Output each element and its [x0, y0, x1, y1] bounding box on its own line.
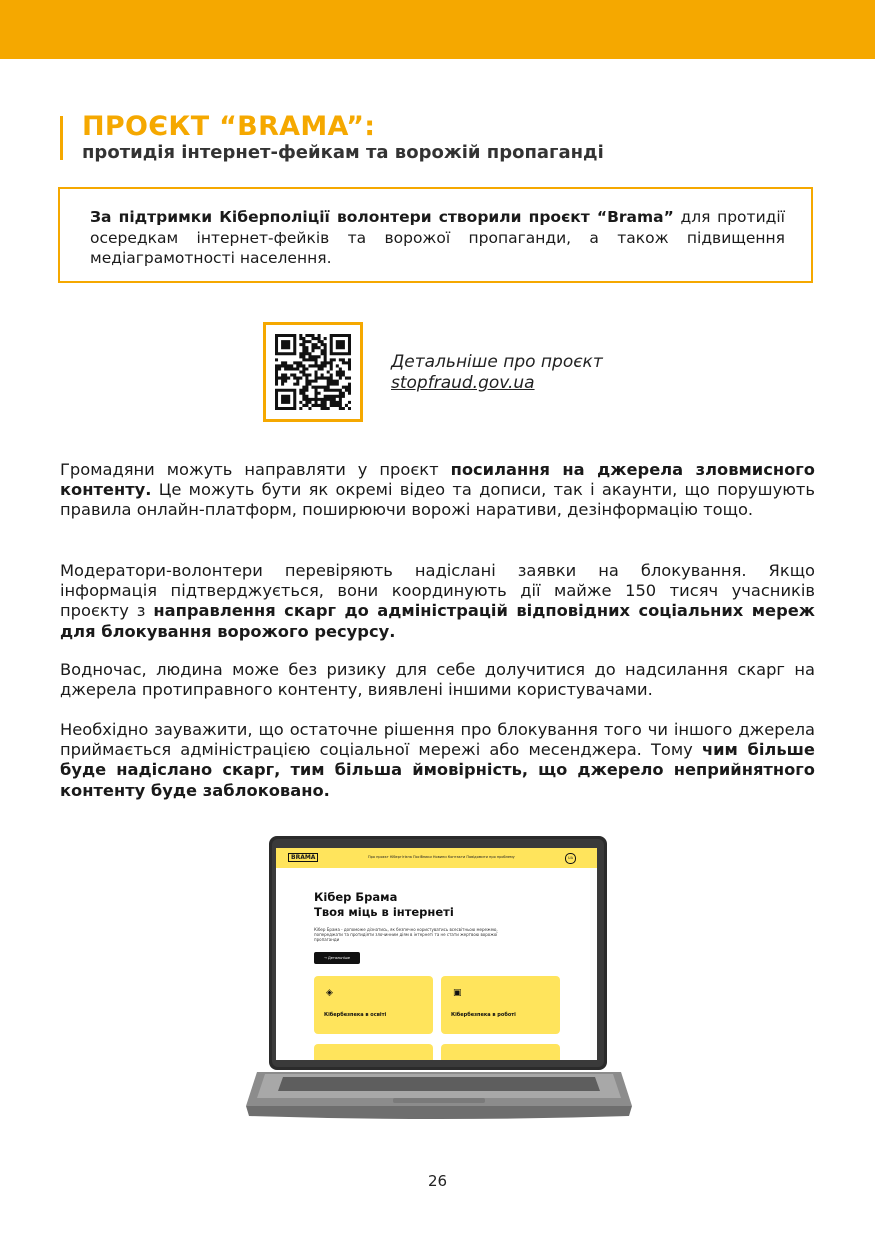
qr-code[interactable] — [263, 322, 363, 422]
briefcase-icon: ▣ — [453, 988, 462, 998]
p2-bold: направлення скарг до адміністрацій відповідних соціальних мереж для блокування ворожого ресурсу. — [60, 601, 815, 641]
paragraph-3: Водночас, людина може без ризику для себе долучитися до надсилання скарг на джерела протиправного контенту, виявлені іншими користувачами. — [60, 660, 815, 700]
p1-bold: посилання на джерела зловмисного контенту. — [60, 460, 815, 500]
laptop-screen — [276, 848, 597, 1060]
callout-text — [90, 207, 785, 269]
paragraph-4 — [60, 720, 815, 801]
screen-menu: Про проєкт Кібергігієна Посібники Новини Контакти Повідомити про проблему — [368, 855, 515, 859]
screen-heading-line-1: Кібер Брама — [314, 890, 398, 904]
page-title: ПРОЄКТ “BRAMA”: — [82, 111, 376, 142]
project-link[interactable]: stopfraud.gov.ua — [391, 373, 535, 393]
intro-callout — [58, 187, 813, 283]
screen-lang-badge: UA — [565, 853, 576, 864]
p2-text-a: Модератори-волонтери перевіряють надіслані заявки на блокування. Якщо інформація підтверджується, вони координують дії майже 150 тисяч учасників проєкту з — [60, 561, 815, 621]
screen-card-work-label: Кібербезпека в роботі — [451, 1012, 516, 1018]
screen-card-education — [314, 976, 433, 1034]
top-accent-bar — [0, 0, 875, 59]
page-number: 26 — [427, 1172, 448, 1190]
callout-rest: для протидії осередкам інтернет-фейків та ворожої пропаганди, а також підвищення медіаграмотності населення. — [90, 208, 785, 267]
qr-code-image — [275, 334, 351, 410]
paragraph-1 — [60, 460, 815, 521]
screen-heading — [314, 890, 454, 920]
screen-heading-line-2: Твоя міць в інтернеті — [314, 905, 454, 919]
screen-card-education-label: Кібербезпека в освіті — [324, 1012, 387, 1018]
screen-description: Кібер Брама - допоможе дізнатись, як безпечно користуватись всесвітньою мережею, попереджати та протидіяти злочинним діям в інтернеті та не стати жертвою ворожої пропаганди — [314, 927, 498, 943]
page-subtitle: протидія інтернет-фейкам та ворожій пропаганді — [82, 142, 604, 163]
screen-card-4 — [441, 1044, 560, 1060]
screen-logo: BRAMA — [288, 853, 318, 862]
screen-details-button: → Детальніше — [314, 952, 360, 964]
screen-card-3 — [314, 1044, 433, 1060]
p4-text-a: Необхідно зауважити, що остаточне рішення про блокування того чи іншого джерела приймається адміністрацією соціальної мережі або месенджера. Тому — [60, 720, 815, 760]
p1-text-a: Громадяни можуть направляти у проєкт — [60, 460, 451, 479]
title-accent-rule — [60, 116, 63, 160]
screen-navbar — [276, 848, 597, 868]
screen-card-work — [441, 976, 560, 1034]
paragraph-2 — [60, 561, 815, 642]
callout-bold: За підтримки Кіберполіції волонтери створили проєкт “Brama” — [90, 208, 674, 226]
qr-caption — [391, 352, 603, 394]
p1-text-b: Це можуть бути як окремі відео та дописи, так і акаунти, що порушують правила онлайн-платформ, поширюючи ворожі наративи, дезінформацію тощо. — [60, 480, 815, 520]
p4-bold: чим більше буде надіслано скарг, тим більша ймовірність, що джерело неприйнятного контенту буде заблоковано. — [60, 740, 815, 800]
layers-icon: ◈ — [326, 988, 333, 998]
qr-caption-text: Детальніше про проєкт — [391, 352, 603, 372]
